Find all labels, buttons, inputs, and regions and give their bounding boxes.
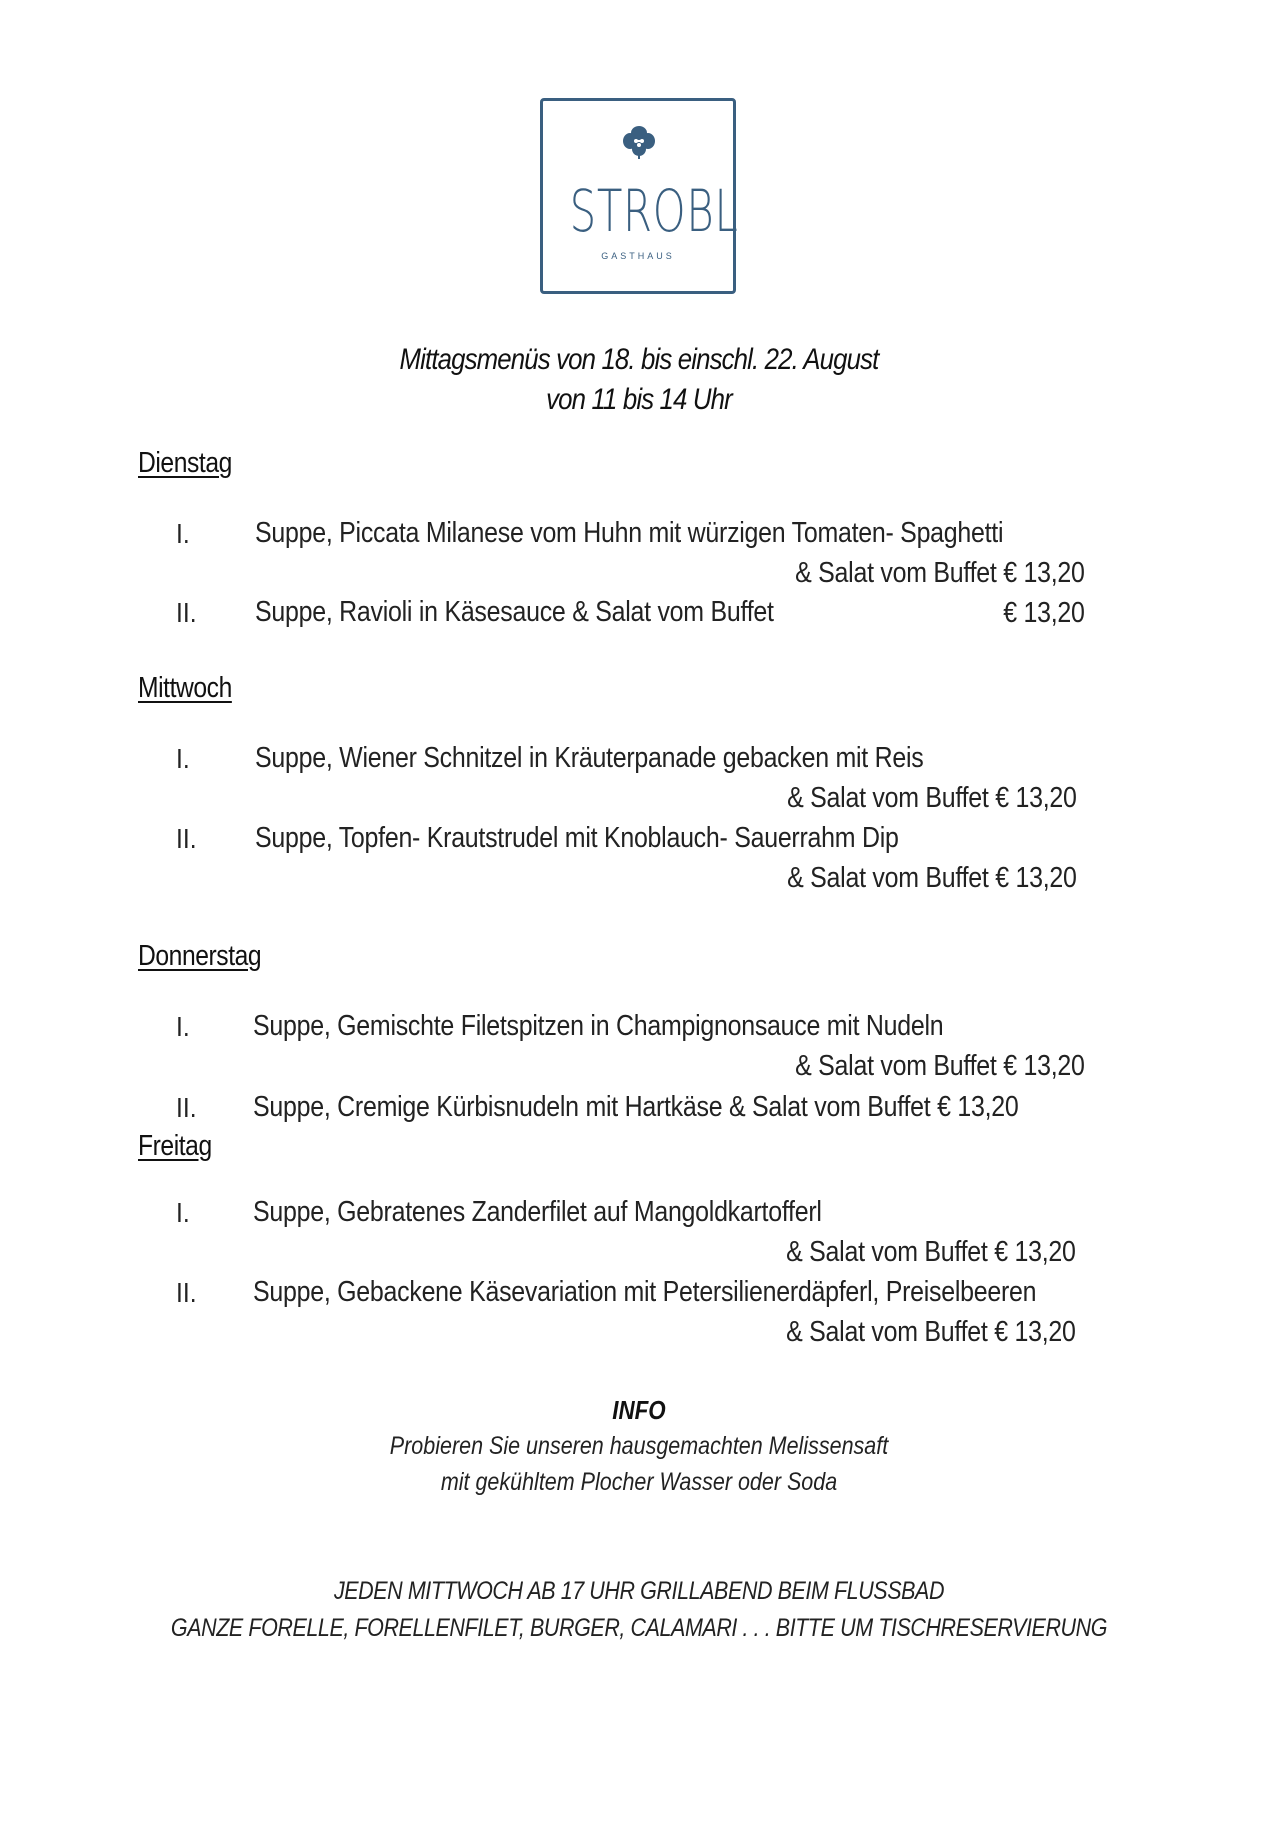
item-number: I. bbox=[176, 1011, 190, 1042]
logo-name: STROBL bbox=[569, 177, 739, 245]
menu-item-text: Suppe, Ravioli in Käsesauce & Salat vom Buffet bbox=[255, 596, 774, 628]
item-number: I. bbox=[176, 518, 190, 549]
item-number: I. bbox=[176, 1197, 190, 1228]
info-text: Probieren Sie unseren hausgemachten Melissensaft bbox=[389, 1432, 889, 1460]
menu-item-text: Suppe, Cremige Kürbisnudeln mit Hartkäse & Salat vom Buffet € 13,20 bbox=[253, 1091, 1019, 1123]
menu-heading-dates: Mittagsmenüs von 18. bis einschl. 22. August bbox=[399, 343, 879, 376]
info-title: INFO bbox=[612, 1395, 666, 1425]
info-text: mit gekühltem Plocher Wasser oder Soda bbox=[440, 1468, 838, 1496]
item-number: I. bbox=[176, 743, 190, 774]
menu-item-text: Suppe, Gebratenes Zanderfilet auf Mangoldkartofferl bbox=[253, 1196, 822, 1228]
day-heading-freitag: Freitag bbox=[138, 1130, 212, 1162]
grill-evening-notice: JEDEN MITTWOCH AB 17 UHR GRILLABEND BEIM FLUSSBAD bbox=[333, 1577, 945, 1605]
day-heading-donnerstag: Donnerstag bbox=[138, 940, 262, 972]
flower-icon bbox=[622, 125, 656, 159]
menu-item-price-line: & Salat vom Buffet € 13,20 bbox=[795, 557, 1085, 589]
item-number: II. bbox=[176, 1277, 197, 1308]
menu-item-price-line: & Salat vom Buffet € 13,20 bbox=[786, 1236, 1076, 1268]
item-number: II. bbox=[176, 823, 197, 854]
menu-heading-times: von 11 bis 14 Uhr bbox=[546, 383, 732, 416]
menu-item-text: Suppe, Gebackene Käsevariation mit Petersilienerdäpferl, Preiselbeeren bbox=[253, 1276, 1037, 1308]
menu-item-price-line: & Salat vom Buffet € 13,20 bbox=[795, 1050, 1085, 1082]
item-number: II. bbox=[176, 597, 197, 628]
menu-item-text: Suppe, Piccata Milanese vom Huhn mit würzigen Tomaten- Spaghetti bbox=[255, 517, 1004, 549]
day-heading-dienstag: Dienstag bbox=[138, 447, 232, 479]
item-number: II. bbox=[176, 1092, 197, 1123]
menu-item-price-line: & Salat vom Buffet € 13,20 bbox=[787, 782, 1077, 814]
menu-item-text: Suppe, Topfen- Krautstrudel mit Knoblauch- Sauerrahm Dip bbox=[255, 822, 899, 854]
menu-item-price-line: & Salat vom Buffet € 13,20 bbox=[787, 862, 1077, 894]
day-heading-mittwoch: Mittwoch bbox=[138, 672, 232, 704]
grill-menu-notice: GANZE FORELLE, FORELLENFILET, BURGER, CALAMARI . . . BITTE UM TISCHRESERVIERUNG bbox=[170, 1614, 1108, 1642]
logo-subtitle: GASTHAUS bbox=[601, 251, 675, 261]
menu-item-text: Suppe, Wiener Schnitzel in Kräuterpanade gebacken mit Reis bbox=[255, 742, 924, 774]
restaurant-logo bbox=[540, 98, 739, 294]
menu-item-text: Suppe, Gemischte Filetspitzen in Champignonsauce mit Nudeln bbox=[253, 1010, 944, 1042]
menu-item-price: € 13,20 bbox=[1003, 597, 1085, 629]
menu-item-price-line: & Salat vom Buffet € 13,20 bbox=[786, 1316, 1076, 1348]
